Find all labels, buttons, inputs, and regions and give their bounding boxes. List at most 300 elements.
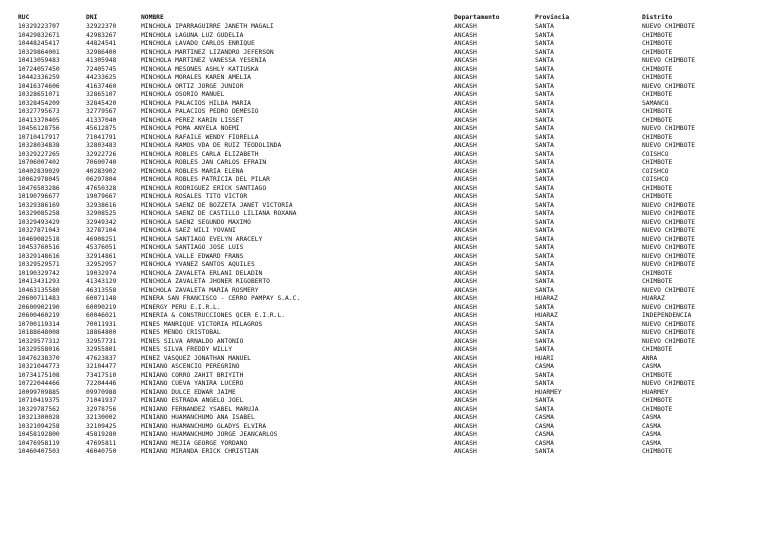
nombre-cell: MINCHOLA PALACIOS HILDA MARIA [141, 99, 251, 107]
table-row [18, 414, 708, 423]
distrito-cell: CHIMBOTE [642, 108, 673, 115]
dni-cell: 32922370 [86, 23, 117, 30]
provincia-cell: SANTA [535, 337, 554, 345]
ruc-cell: 10321044773 [18, 363, 60, 370]
ruc-cell: 10329529571 [18, 261, 60, 268]
provincia-cell: SANTA [535, 303, 554, 311]
dni-cell: 73417510 [86, 371, 117, 379]
dni-cell: 46040750 [86, 448, 117, 455]
dni-cell: 32104477 [86, 363, 117, 370]
ruc-cell: 10706007402 [18, 159, 60, 166]
table-row [18, 355, 708, 364]
departamento-cell: ANCASH [454, 91, 477, 98]
dni-cell: 47695811 [86, 439, 117, 447]
table-row [18, 23, 708, 32]
distrito-cell: CASMA [642, 431, 661, 438]
ruc-cell: 10476503286 [18, 184, 60, 192]
nombre-cell: MINIANO CUEVA YANIRA LUCERO [141, 380, 244, 387]
table-row [18, 253, 708, 262]
departamento-cell: ANCASH [454, 65, 477, 73]
ruc-cell: 10321300028 [18, 414, 60, 421]
dni-cell: 41337040 [86, 116, 117, 124]
departamento-cell: ANCASH [454, 405, 477, 413]
nombre-cell: MINCHOLA ROBLES PATRICIA DEL PILAR [141, 176, 270, 183]
nombre-cell: MINES SILVA ARNALDO ANTONIO [141, 337, 244, 345]
departamento-cell: ANCASH [454, 150, 477, 158]
table-row [18, 287, 708, 296]
ruc-cell: 10413370405 [18, 116, 60, 124]
provincia-cell: SANTA [535, 184, 554, 192]
distrito-cell: NUEVO CHIMBOTE [642, 201, 696, 209]
nombre-cell: MINIANO HUAMANCHUMO JORGE JEANCARLOS [141, 431, 278, 438]
distrito-cell: CHIMBOTE [642, 405, 673, 413]
distrito-cell: NUEVO CHIMBOTE [642, 227, 696, 234]
table-row [18, 100, 708, 109]
ruc-cell: 10190796677 [18, 193, 60, 200]
distrito-cell: NUEVO CHIMBOTE [642, 57, 696, 64]
dni-cell: 47623837 [86, 354, 117, 362]
distrito-cell: CHIMBOTE [642, 278, 673, 285]
ruc-cell: 10458192800 [18, 431, 60, 438]
table-row [18, 312, 708, 321]
table-row [18, 142, 708, 151]
ruc-cell: 10329223707 [18, 23, 60, 30]
distrito-cell: NUEVO CHIMBOTE [642, 125, 696, 132]
distrito-cell: CHIMBOTE [642, 159, 673, 166]
provincia-cell: CASMA [535, 414, 554, 421]
departamento-cell: ANCASH [454, 269, 477, 277]
dni-cell: 72204446 [86, 380, 117, 387]
table-row [18, 406, 708, 415]
departamento-cell: ANCASH [454, 414, 477, 421]
departamento-cell: ANCASH [454, 286, 477, 294]
distrito-cell: COISHCO [642, 176, 669, 183]
nombre-cell: MINCHOLA RODRIGUEZ ERICK SANTIAGO [141, 184, 267, 192]
table-body [18, 23, 708, 457]
nombre-cell: MINCHOLA SAEZ WILI YOVANI [141, 227, 236, 234]
provincia-cell: SANTA [535, 48, 554, 56]
table-row [18, 168, 708, 177]
provincia-cell: SANTA [535, 91, 554, 98]
ruc-cell: 10413059483 [18, 57, 60, 64]
nombre-cell: MINCHOLA ZAVALETA JHONER RIGOBERTO [141, 278, 270, 285]
nombre-cell: MINIANO MEJIA GEORGE YORDANO [141, 439, 248, 447]
table-row [18, 389, 708, 398]
ruc-cell: 10329577312 [18, 337, 60, 345]
table-row [18, 91, 708, 100]
table-row [18, 304, 708, 313]
departamento-cell: ANCASH [454, 74, 477, 81]
table-row [18, 338, 708, 347]
departamento-cell: ANCASH [454, 380, 477, 387]
nombre-cell: MINCHOLA RAFAILE WENDY FIORELLA [141, 133, 259, 141]
table-row [18, 440, 708, 449]
distrito-cell: NUEVO CHIMBOTE [642, 23, 696, 30]
nombre-cell: MINCHOLA OSORIO MANUEL [141, 91, 225, 98]
nombre-cell: MINCHOLA MESONES ASHLY KATIUSKA [141, 65, 259, 73]
column-header-departamento: Departamento [454, 14, 500, 21]
provincia-cell: CASMA [535, 431, 554, 438]
dni-cell: 32955801 [86, 346, 117, 353]
departamento-cell: ANCASH [454, 133, 477, 141]
dni-cell: 71041791 [86, 133, 117, 141]
provincia-cell: SANTA [535, 405, 554, 413]
nombre-cell: MINCHOLA ZAVALETA ERLANI DELADIN [141, 269, 263, 277]
nombre-cell: MINCHOLA ORTIZ JORGE JUNIOR [141, 82, 244, 90]
provincia-cell: SANTA [535, 278, 554, 285]
ruc-cell: 10328454209 [18, 99, 60, 107]
dni-cell: 45376051 [86, 244, 117, 251]
departamento-cell: ANCASH [454, 184, 477, 192]
dni-cell: 32949342 [86, 218, 117, 226]
nombre-cell: MINIANO HUAMANCHUMO GLADYS ELVIRA [141, 422, 267, 430]
dni-cell: 46313558 [86, 286, 117, 294]
dni-cell: 32978756 [86, 405, 117, 413]
nombre-cell: MINCHOLA MORALES KAREN AMELIA [141, 74, 251, 81]
dni-cell: 42983267 [86, 31, 117, 39]
provincia-cell: HUARMEY [535, 388, 562, 396]
table-row [18, 448, 708, 457]
table-row [18, 134, 708, 143]
distrito-cell: CHIMBOTE [642, 269, 673, 277]
distrito-cell: CHIMBOTE [642, 448, 673, 455]
dni-cell: 44233625 [86, 74, 117, 81]
nombre-cell: MINCHOLA RAMOS VDA DE RUIZ TEODOLINDA [141, 142, 282, 149]
table-row [18, 185, 708, 194]
provincia-cell: SANTA [535, 371, 554, 379]
table-row [18, 74, 708, 83]
column-header-provincia: Provincia [535, 14, 570, 21]
ruc-cell: 10329386169 [18, 201, 60, 209]
nombre-cell: MINCHOLA LAGUNA LUZ GUDELIA [141, 31, 244, 39]
departamento-cell: ANCASH [454, 431, 477, 438]
table-row [18, 49, 708, 58]
distrito-cell: NUEVO CHIMBOTE [642, 210, 696, 217]
nombre-cell: MINIANO DULCE EDWAR JAIME [141, 388, 236, 396]
provincia-cell: CASMA [535, 422, 554, 430]
ruc-cell: 10321094258 [18, 422, 60, 430]
departamento-cell: ANCASH [454, 23, 477, 30]
distrito-cell: CHIMBOTE [642, 116, 673, 124]
nombre-cell: MINCHOLA SAENZ DE CASTILLO LILIANA ROXANA [141, 210, 297, 217]
column-header-dni: DNI [86, 14, 98, 21]
ruc-cell: 10328651071 [18, 91, 60, 98]
nombre-cell: MINCHOLA LAVADO CARLOS ENRIQUE [141, 40, 255, 47]
dni-cell: 41343129 [86, 278, 117, 285]
dni-cell: 32109425 [86, 422, 117, 430]
provincia-cell: HUARAZ [535, 295, 558, 302]
ruc-cell: 10329085258 [18, 210, 60, 217]
dni-cell: 32908525 [86, 210, 117, 217]
nombre-cell: MINIANO ASCENCIO PEREGRINO [141, 363, 240, 370]
distrito-cell: CASMA [642, 414, 661, 421]
ruc-cell: 10710419375 [18, 397, 60, 404]
table-row [18, 176, 708, 185]
distrito-cell: NUEVO CHIMBOTE [642, 235, 696, 243]
provincia-cell: SANTA [535, 176, 554, 183]
departamento-cell: ANCASH [454, 116, 477, 124]
departamento-cell: ANCASH [454, 346, 477, 353]
distrito-cell: NUEVO CHIMBOTE [642, 261, 696, 268]
distrito-cell: CHIMBOTE [642, 91, 673, 98]
table-row [18, 66, 708, 75]
dni-cell: 32922726 [86, 150, 117, 158]
table-row [18, 423, 708, 432]
provincia-cell: SANTA [535, 40, 554, 47]
ruc-cell: 10463135580 [18, 286, 60, 294]
departamento-cell: ANCASH [454, 48, 477, 56]
departamento-cell: ANCASH [454, 371, 477, 379]
dni-cell: 44824541 [86, 40, 117, 47]
table-row [18, 159, 708, 168]
provincia-cell: SANTA [535, 167, 554, 175]
dni-cell: 32845420 [86, 99, 117, 107]
dni-cell: 41305948 [86, 57, 117, 64]
ruc-cell: 10329148616 [18, 252, 60, 260]
nombre-cell: MINES MENDO CRISTOBAL [141, 329, 221, 336]
distrito-cell: CHIMBOTE [642, 371, 673, 379]
distrito-cell: INDEPENDENCIA [642, 312, 692, 319]
provincia-cell: SANTA [535, 269, 554, 277]
dni-cell: 46908251 [86, 235, 117, 243]
departamento-cell: ANCASH [454, 303, 477, 311]
ruc-cell: 10328034838 [18, 142, 60, 149]
table-row [18, 117, 708, 126]
ruc-cell: 10099709885 [18, 388, 60, 396]
nombre-cell: MINIANO CORRO ZAHIT BRIYITH [141, 371, 244, 379]
departamento-cell: ANCASH [454, 320, 477, 328]
departamento-cell: ANCASH [454, 261, 477, 268]
provincia-cell: SANTA [535, 286, 554, 294]
provincia-cell: SANTA [535, 31, 554, 39]
nombre-cell: MINES MANRIQUE VICTORIA MILAGROS [141, 320, 263, 328]
ruc-cell: 20600902190 [18, 303, 60, 311]
nombre-cell: MINCHOLA PEREZ KARIN LISSET [141, 116, 244, 124]
distrito-cell: CHIMBOTE [642, 48, 673, 56]
departamento-cell: ANCASH [454, 252, 477, 260]
provincia-cell: SANTA [535, 201, 554, 209]
table-row [18, 244, 708, 253]
distrito-cell: NUEVO CHIMBOTE [642, 142, 696, 149]
departamento-cell: ANCASH [454, 99, 477, 107]
distrito-cell: NUEVO CHIMBOTE [642, 82, 696, 90]
nombre-cell: MINCHOLA ROBLES CARLA ELIZABETH [141, 150, 259, 158]
ruc-cell: 10700119314 [18, 320, 60, 328]
table-row [18, 57, 708, 66]
distrito-cell: CHIMBOTE [642, 193, 673, 200]
ruc-cell: 20600460219 [18, 312, 60, 319]
distrito-cell: CASMA [642, 422, 661, 430]
departamento-cell: ANCASH [454, 125, 477, 132]
distrito-cell: HUARAZ [642, 295, 665, 302]
ruc-cell: 10188648008 [18, 329, 60, 336]
table-row [18, 295, 708, 304]
ruc-cell: 10476958119 [18, 439, 60, 447]
ruc-cell: 10416374606 [18, 82, 60, 90]
provincia-cell: SANTA [535, 346, 554, 353]
distrito-cell: CHIMBOTE [642, 133, 673, 141]
dni-cell: 70011931 [86, 320, 117, 328]
ruc-cell: 10402839029 [18, 167, 60, 175]
dni-cell: 32865107 [86, 91, 117, 98]
ruc-cell: 10327795673 [18, 108, 60, 115]
ruc-cell: 10469082518 [18, 235, 60, 243]
table-row [18, 431, 708, 440]
dni-cell: 32787104 [86, 227, 117, 234]
distrito-cell: CHIMBOTE [642, 397, 673, 404]
distrito-cell: NUEVO CHIMBOTE [642, 303, 696, 311]
departamento-cell: ANCASH [454, 329, 477, 336]
ruc-cell: 10329493429 [18, 218, 60, 226]
table-row [18, 278, 708, 287]
ruc-cell: 10442336259 [18, 74, 60, 81]
departamento-cell: ANCASH [454, 235, 477, 243]
departamento-cell: ANCASH [454, 218, 477, 226]
departamento-cell: ANCASH [454, 142, 477, 149]
departamento-cell: ANCASH [454, 244, 477, 251]
departamento-cell: ANCASH [454, 278, 477, 285]
nombre-cell: MINCHOLA MARTINEZ LIZANDRO JEFERSON [141, 48, 274, 56]
nombre-cell: MINES SILVA FREDDY WILLY [141, 346, 232, 353]
provincia-cell: SANTA [535, 329, 554, 336]
ruc-cell: 10329864001 [18, 48, 60, 56]
table-row [18, 270, 708, 279]
departamento-cell: ANCASH [454, 448, 477, 455]
table-row [18, 193, 708, 202]
provincia-cell: SANTA [535, 210, 554, 217]
distrito-cell: CHIMBOTE [642, 184, 673, 192]
distrito-cell: NUEVO CHIMBOTE [642, 380, 696, 387]
nombre-cell: MINEZ VASQUEZ JONATHAN MANUEL [141, 354, 251, 362]
table-row [18, 83, 708, 92]
departamento-cell: ANCASH [454, 397, 477, 404]
departamento-cell: ANCASH [454, 354, 477, 362]
distrito-cell: NUEVO CHIMBOTE [642, 329, 696, 336]
ruc-cell: 10062978045 [18, 176, 60, 183]
distrito-cell: CASMA [642, 363, 661, 370]
ruc-cell: 10460407503 [18, 448, 60, 455]
nombre-cell: MINIANO FERNANDEZ YSABEL MARUJA [141, 405, 259, 413]
nombre-cell: MINCHOLA SANTIAGO EVELYN ARACELY [141, 235, 263, 243]
dni-cell: 09970988 [86, 388, 117, 396]
nombre-cell: MINCHOLA ROBLES JAN CARLOS EFRAIN [141, 159, 267, 166]
distrito-cell: CASMA [642, 439, 661, 447]
nombre-cell: MINCHOLA PALACIOS PEDRO DEMESIO [141, 108, 259, 115]
provincia-cell: SANTA [535, 116, 554, 124]
ruc-cell: 10734175108 [18, 371, 60, 379]
provincia-cell: SANTA [535, 99, 554, 107]
table-row [18, 125, 708, 134]
provincia-cell: SANTA [535, 218, 554, 226]
dni-cell: 19079667 [86, 193, 117, 200]
nombre-cell: MINCHOLA YVAÑEZ SANTOS AQUILES [141, 261, 255, 268]
table-row [18, 329, 708, 338]
column-header-nombre: NOMBRE [141, 14, 164, 21]
table-row [18, 397, 708, 406]
ruc-cell: 10329787562 [18, 405, 60, 413]
nombre-cell: MINERGY PERU E.I.R.L. [141, 303, 221, 311]
departamento-cell: ANCASH [454, 363, 477, 370]
table-row [18, 227, 708, 236]
distrito-cell: NUEVO CHIMBOTE [642, 337, 696, 345]
dni-cell: 41637460 [86, 82, 117, 90]
nombre-cell: MINERIA & CONSTRUCCIONES QCER E.I.R.L. [141, 312, 286, 319]
distrito-cell: CHIMBOTE [642, 74, 673, 81]
provincia-cell: SANTA [535, 159, 554, 166]
provincia-cell: SANTA [535, 320, 554, 328]
dni-cell: 40283902 [86, 167, 117, 175]
provincia-cell: SANTA [535, 65, 554, 73]
distrito-cell: CHIMBOTE [642, 65, 673, 73]
nombre-cell: MINCHOLA POMA ANYELA NOEMI [141, 125, 240, 132]
nombre-cell: MINIANO MIRANDA ERICK CHRISTIAN [141, 448, 259, 455]
column-header-ruc: RUC [18, 14, 30, 21]
nombre-cell: MINERA SAN FRANCISCO - CERRO PAMPAY S.A.C. [141, 295, 301, 302]
dni-cell: 32914861 [86, 252, 117, 260]
dni-cell: 32952957 [86, 261, 117, 268]
provincia-cell: SANTA [535, 261, 554, 268]
dni-cell: 32957731 [86, 337, 117, 345]
departamento-cell: ANCASH [454, 388, 477, 396]
table-row [18, 202, 708, 211]
departamento-cell: ANCASH [454, 167, 477, 175]
provincia-cell: SANTA [535, 397, 554, 404]
ruc-cell: 10429832671 [18, 31, 60, 39]
distrito-cell: COISHCO [642, 150, 669, 158]
nombre-cell: MINCHOLA ROBLES MARIA ELENA [141, 167, 244, 175]
provincia-cell: SANTA [535, 57, 554, 64]
ruc-cell: 10190329742 [18, 269, 60, 277]
distrito-cell: NUEVO CHIMBOTE [642, 252, 696, 260]
nombre-cell: MINCHOLA ZAVALETA MARIA ROSMERY [141, 286, 259, 294]
departamento-cell: ANCASH [454, 210, 477, 217]
distrito-cell: NUEVO CHIMBOTE [642, 244, 696, 251]
provincia-cell: SANTA [535, 235, 554, 243]
departamento-cell: ANCASH [454, 422, 477, 430]
ruc-cell: 20600711483 [18, 295, 60, 302]
dni-cell: 47650328 [86, 184, 117, 192]
dni-cell: 32779567 [86, 108, 117, 115]
dni-cell: 71041937 [86, 397, 117, 404]
table-row [18, 372, 708, 381]
dni-cell: 32803483 [86, 142, 117, 149]
dni-cell: 60046021 [86, 312, 117, 319]
nombre-cell: MINCHOLA SAENZ DE BOZZETA JANET VICTORIA [141, 201, 293, 209]
departamento-cell: ANCASH [454, 439, 477, 447]
ruc-cell: 10456128756 [18, 125, 60, 132]
departamento-cell: ANCASH [454, 295, 477, 302]
ruc-cell: 10413431293 [18, 278, 60, 285]
provincia-cell: HUARAZ [535, 312, 558, 319]
dni-cell: 60071148 [86, 295, 117, 302]
provincia-cell: SANTA [535, 108, 554, 115]
ruc-cell: 10722044466 [18, 380, 60, 387]
ruc-cell: 10710417917 [18, 133, 60, 141]
ruc-cell: 10453760516 [18, 244, 60, 251]
distrito-cell: HUARMEY [642, 388, 669, 396]
departamento-cell: ANCASH [454, 159, 477, 166]
table-row [18, 346, 708, 355]
provincia-cell: SANTA [535, 380, 554, 387]
provincia-cell: SANTA [535, 448, 554, 455]
dni-cell: 32130002 [86, 414, 117, 421]
nombre-cell: MINIANO ESTRADA ANGELO JOEL [141, 397, 244, 404]
ruc-cell: 10476238370 [18, 354, 60, 362]
distrito-cell: ANRA [642, 354, 658, 362]
nombre-cell: MINCHOLA ROSALES TITO VICTOR [141, 193, 248, 200]
table-row [18, 151, 708, 160]
table-row [18, 261, 708, 270]
